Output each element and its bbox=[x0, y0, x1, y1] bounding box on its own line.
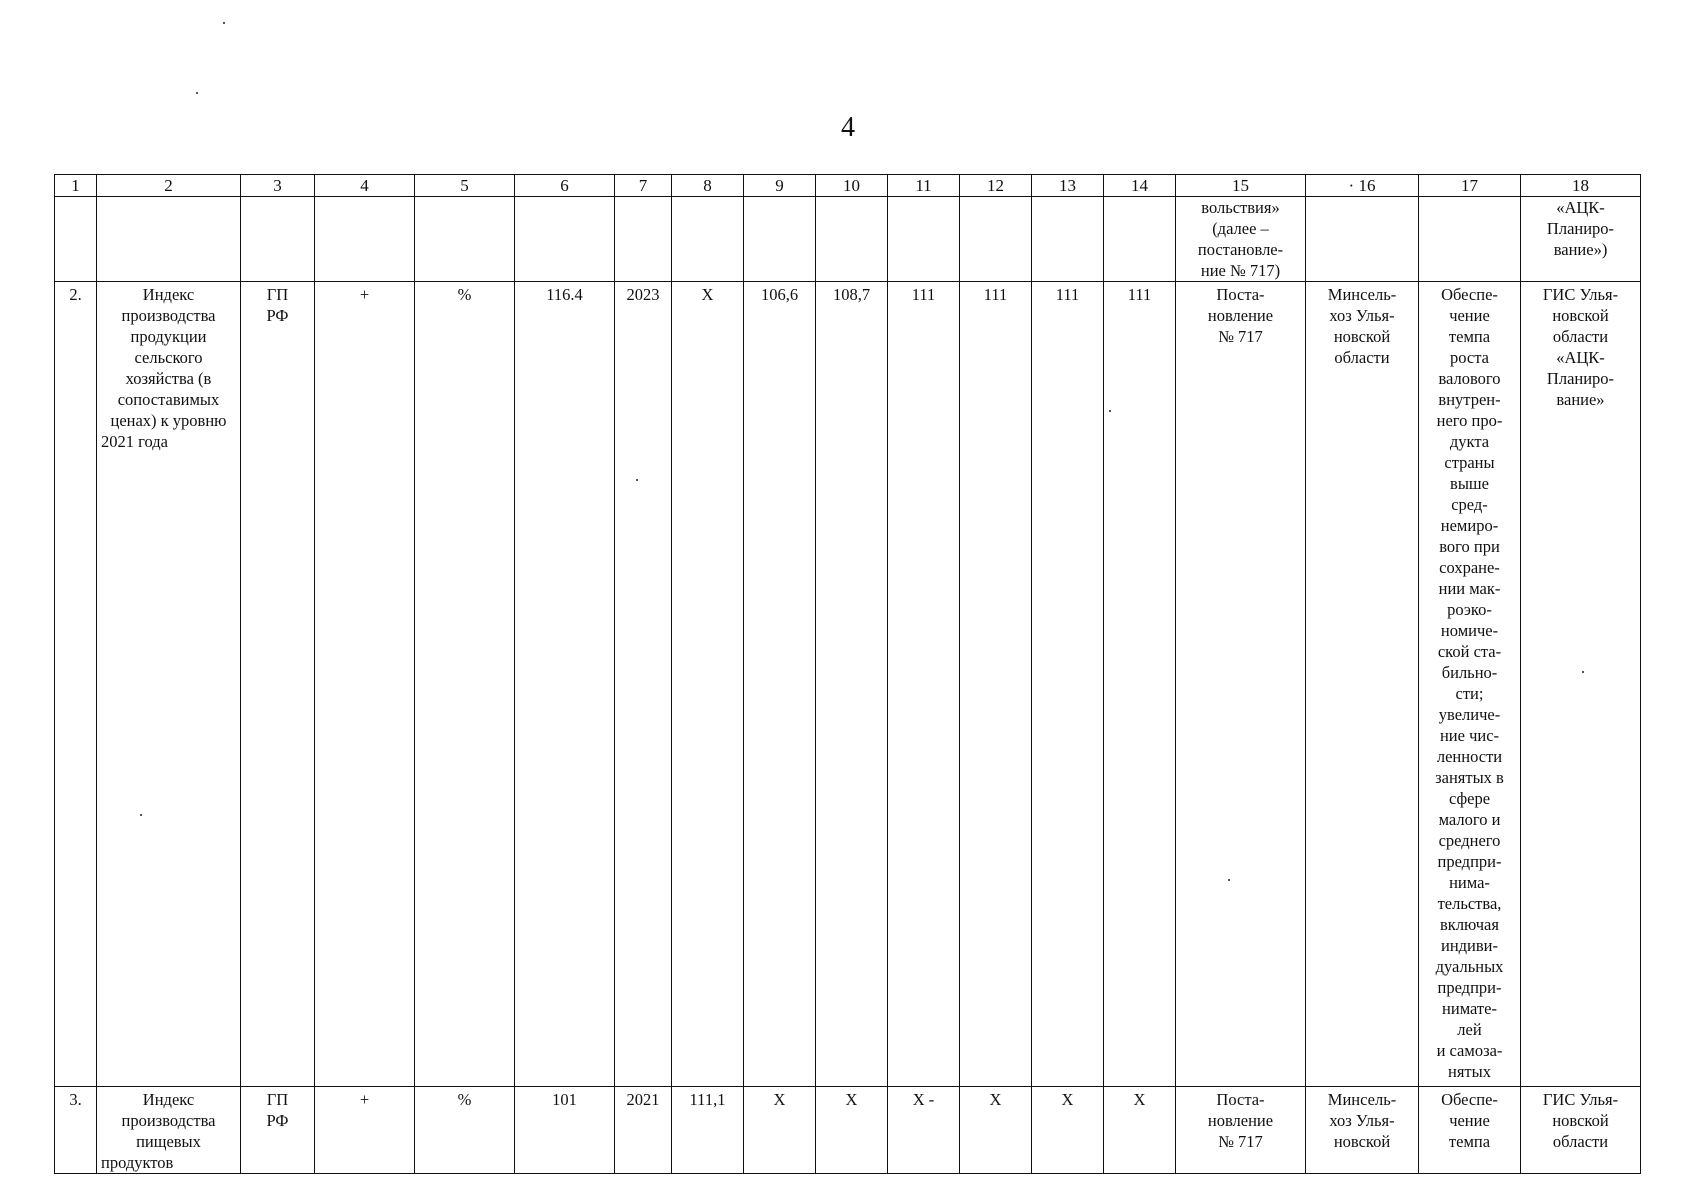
header-cell: 17 bbox=[1419, 175, 1521, 197]
value-col13: X bbox=[1032, 1087, 1104, 1174]
header-cell: 6 bbox=[515, 175, 615, 197]
header-cell: 9 bbox=[744, 175, 816, 197]
indicator-unit: % bbox=[415, 282, 515, 1087]
indicator-name: Индекс производства пищевых продуктов bbox=[97, 1087, 241, 1174]
value-col8: 111,1 bbox=[672, 1087, 744, 1174]
row-number: 2. bbox=[55, 282, 97, 1087]
national-goal: Обеспе- чение темпа bbox=[1419, 1087, 1521, 1174]
value-col9: 106,6 bbox=[744, 282, 816, 1087]
value-col8: X bbox=[672, 282, 744, 1087]
information-system: ГИС Улья- новской области bbox=[1521, 1087, 1641, 1174]
base-year: 2023 bbox=[615, 282, 672, 1087]
header-cell: 10 bbox=[816, 175, 888, 197]
header-cell: 11 bbox=[888, 175, 960, 197]
information-system: ГИС Улья- новской области «АЦК- Планиро- вание» bbox=[1521, 282, 1641, 1087]
indicator-name: Индекс производства продукции сельского хозяйства (в сопоставимых ценах) к уровню 2021 года bbox=[97, 282, 241, 1087]
value-col11: 111 bbox=[888, 282, 960, 1087]
header-cell: 2 bbox=[97, 175, 241, 197]
base-year: 2021 bbox=[615, 1087, 672, 1174]
value-col14: 111 bbox=[1104, 282, 1176, 1087]
value-col12: X bbox=[960, 1087, 1032, 1174]
header-cell: 12 bbox=[960, 175, 1032, 197]
regulation-document: Поста- новление № 717 bbox=[1176, 282, 1306, 1087]
continuation-system-cell: «АЦК- Планиро- вание») bbox=[1521, 197, 1641, 282]
header-cell: 14 bbox=[1104, 175, 1176, 197]
header-cell: 8 bbox=[672, 175, 744, 197]
header-cell: 15 bbox=[1176, 175, 1306, 197]
base-value: 101 bbox=[515, 1087, 615, 1174]
page-number: 4 bbox=[841, 112, 855, 143]
header-cell: 5 bbox=[415, 175, 515, 197]
indicator-unit: % bbox=[415, 1087, 515, 1174]
table-row bbox=[55, 1087, 1641, 1174]
indicators-table bbox=[54, 174, 1641, 1174]
value-col10: X bbox=[816, 1087, 888, 1174]
scan-speck bbox=[223, 22, 225, 24]
table-row bbox=[55, 282, 1641, 1087]
indicator-direction: + bbox=[315, 282, 415, 1087]
responsible-body: Минсель- хоз Улья- новской bbox=[1306, 1087, 1419, 1174]
value-col14: X bbox=[1104, 1087, 1176, 1174]
value-col13: 111 bbox=[1032, 282, 1104, 1087]
header-cell: 13 bbox=[1032, 175, 1104, 197]
header-cell: 18 bbox=[1521, 175, 1641, 197]
continuation-row bbox=[55, 197, 1641, 282]
indicator-source: ГП РФ bbox=[241, 1087, 315, 1174]
column-numbers-row bbox=[55, 175, 1641, 197]
header-cell: 1 bbox=[55, 175, 97, 197]
scan-speck bbox=[196, 92, 198, 94]
value-col11: X - bbox=[888, 1087, 960, 1174]
continuation-regulation-cell: вольствия» (далее – постановле- ние № 717) bbox=[1176, 197, 1306, 282]
header-cell: 7 bbox=[615, 175, 672, 197]
header-cell: 3 bbox=[241, 175, 315, 197]
responsible-body: Минсель- хоз Улья- новской области bbox=[1306, 282, 1419, 1087]
value-col9: X bbox=[744, 1087, 816, 1174]
value-col12: 111 bbox=[960, 282, 1032, 1087]
base-value: 116.4 bbox=[515, 282, 615, 1087]
national-goal: Обеспе- чение темпа роста валового внутрен- него про- дукта страны выше сред- немиро- вого при сохране- нии мак- роэко- номиче- ской ста- бильно- сти; увеличе- ние чис- ленности занятых в сфере малого и среднего предпри- нима- тельства, включая индиви- дуальных предпри- нимате- лей и самоза- нятых bbox=[1419, 282, 1521, 1087]
row-number: 3. bbox=[55, 1087, 97, 1174]
indicator-source: ГП РФ bbox=[241, 282, 315, 1087]
indicator-direction: + bbox=[315, 1087, 415, 1174]
regulation-document: Поста- новление № 717 bbox=[1176, 1087, 1306, 1174]
value-col10: 108,7 bbox=[816, 282, 888, 1087]
header-cell: 4 bbox=[315, 175, 415, 197]
header-cell: · 16 bbox=[1306, 175, 1419, 197]
